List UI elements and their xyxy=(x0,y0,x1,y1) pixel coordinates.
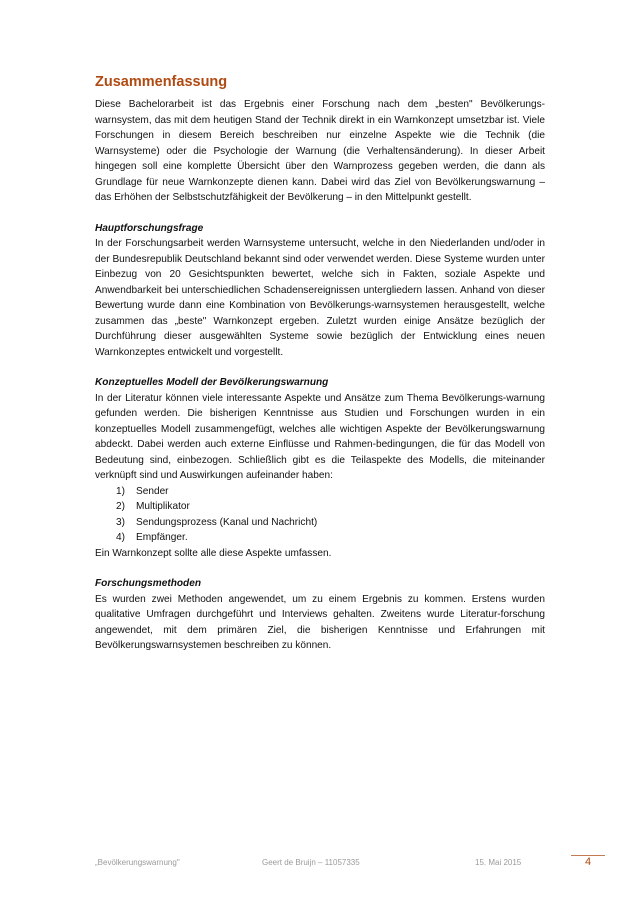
section-text-konzeptuelles-modell: In der Literatur können viele interessante Aspekte und Ansätze zum Thema Bevölkerungs-warnung gefunden werden. Die bisherigen Kenntnisse aus Studien und Forschungen wurden in ein konzeptuelles Modell zusammengefügt, welches alle wichtigen Aspekte der Bevölkerungswarnung abdeckt. Dabei werden auch externe Einflüsse und Rahmen-bedingungen, die für das Modell von Bedeutung sind, einbezogen. Schließlich gibt es die Teilaspekte des Modells, die miteinander verknüpft sind und Auswirkungen aufeinander haben: xyxy=(95,392,545,481)
footer-document-title: „Bevölkerungswarnung" xyxy=(95,858,180,867)
model-aspects-list xyxy=(95,484,545,546)
list-item-text: Sender xyxy=(136,485,169,497)
section-heading-konzeptuelles-modell: Konzeptuelles Modell der Bevölkerungswarnung xyxy=(95,377,329,388)
section-text-hauptforschungsfrage: In der Forschungsarbeit werden Warnsysteme untersucht, welche in den Niederlanden und/oder in der Bundesrepublik Deutschland bekannt sind oder verwendet werden. Diese Systeme wurden unter Einbezug von 20 Gesichtspunkten bewertet, welche sich in Fakten, soziale Aspekte und Anwendbarkeit bei unterschiedlichen Schadensereignissen untergliedern lassen. Anhand von dieser Bewertung wurde dann eine Kombination von Bevölkerungs-warnsystemen herausgestellt, welche zusammen das „beste" Warnkonzept ergeben. Zuletzt wurden einige Ansätze bezüglich der Durchführung dieser ausgewählten Systeme sowie bezüglich der Entwicklung eines neuen Warnkonzeptes entwickelt und vorgestellt. xyxy=(95,238,545,358)
intro-paragraph: Diese Bachelorarbeit ist das Ergebnis einer Forschung nach dem „besten" Bevölkerungs-warnsystem, das mit dem heutigen Stand der Technik direkt in ein Warnkonzept umsetzbar ist. Viele Forschungen in diesem Bereich beschreiben nur einzelne Aspekte wie die Technik (die Warnsysteme) oder die Psychologie der Warnung (die Verhaltensänderung). In dieser Arbeit hingegen soll eine komplette Übersicht über den Warnprozess gegeben werden, die dann als Grundlage für neue Warnkonzepte dienen kann. Dabei wird das Ziel von Bevölkerungswarnung – das Erhöhen der Selbstschutzfähigkeit der Bevölkerung – in den Mittelpunkt gestellt. xyxy=(95,99,545,203)
list-item-number: 4) xyxy=(116,532,125,543)
page-title: Zusammenfassung xyxy=(95,74,228,90)
page-content xyxy=(95,74,545,654)
list-item-number: 3) xyxy=(116,516,125,528)
footer-date: 15. Mai 2015 xyxy=(475,858,522,867)
section-text-forschungsmethoden: Es wurden zwei Methoden angewendet, um zu einem Ergebnis zu kommen. Erstens wurden qualitative Umfragen durchgeführt und Interviews gehalten. Zweitens wurde Literatur-forschung angewendet, mit dem primären Ziel, die bisherigen Kenntnisse und Erfahrungen mit Bevölkerungswarnsystemen beschreiben zu können. xyxy=(95,593,545,651)
list-item xyxy=(95,499,545,515)
list-item xyxy=(95,530,545,546)
list-item-number: 1) xyxy=(116,485,125,497)
list-item xyxy=(95,515,545,531)
footer-author: Geert de Bruijn – 11057335 xyxy=(262,858,360,867)
list-item-text: Multiplikator xyxy=(136,501,190,512)
page-number: 4 xyxy=(585,856,592,868)
list-item-number: 2) xyxy=(116,501,125,512)
list-item-text: Empfänger. xyxy=(136,532,188,543)
section-closing-sentence: Ein Warnkonzept sollte alle diese Aspekte umfassen. xyxy=(95,547,332,559)
list-item xyxy=(95,484,545,500)
list-item-text: Sendungsprozess (Kanal und Nachricht) xyxy=(136,516,318,528)
section-heading-hauptforschungsfrage: Hauptforschungsfrage xyxy=(95,222,204,234)
section-heading-forschungsmethoden: Forschungsmethoden xyxy=(95,578,201,589)
